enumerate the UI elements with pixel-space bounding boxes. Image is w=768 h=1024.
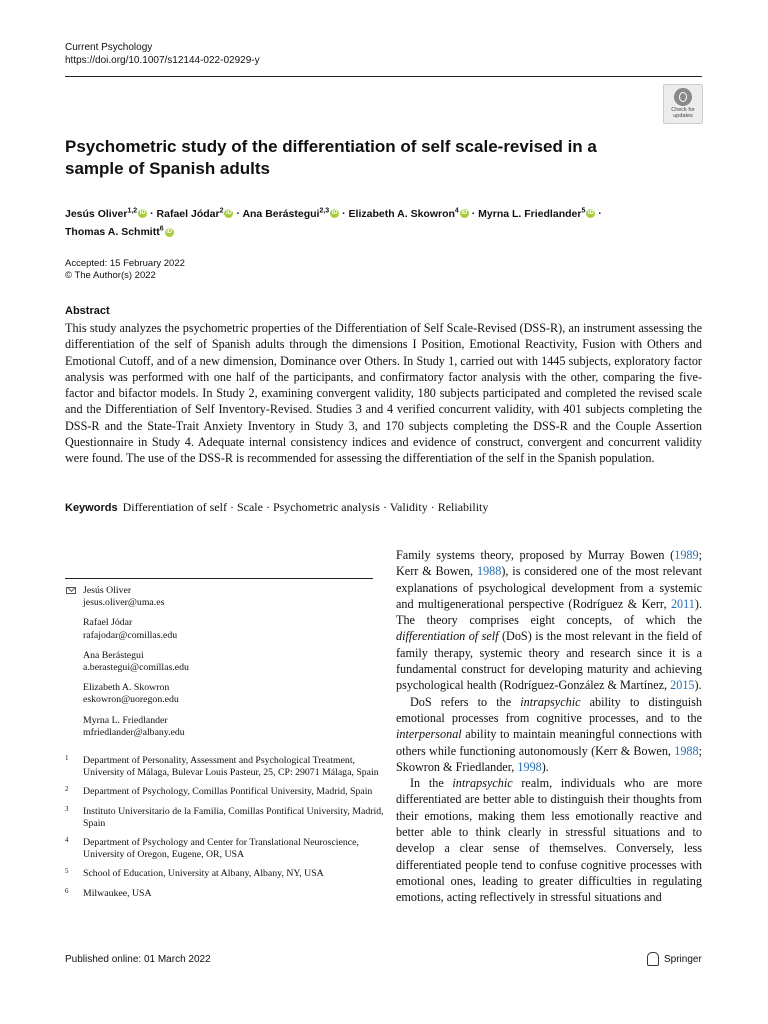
accepted-date: Accepted: 15 February 2022 — [65, 258, 185, 269]
footnote-rule — [65, 578, 373, 579]
orcid-icon[interactable]: iD — [139, 210, 146, 217]
author-list: Jesús Oliver$^{1,2}$ iD · Rafael Jódar$^2$ iD · Ana Berástegui$^{2,3}$ iD · Elizabeth A. Skowron$^4$ iD · Myrna L. Friedlander$^5$ iD · Thomas A. Schmitt$^6$ iD — [65, 207, 602, 238]
keywords-label: Keywords — [65, 502, 118, 514]
abstract-heading: Abstract — [65, 305, 110, 317]
author[interactable]: Jesús Oliver$^{1,2}$ — [65, 207, 138, 220]
check-for-updates-badge[interactable] — [663, 84, 703, 124]
affiliation: 1 Department of Personality, Assessment and Psychological Treatment, University of Málaga, Bulevar Louis Pasteur, 25, CP: 29071 Málaga, Spain — [65, 754, 379, 779]
orcid-icon[interactable]: iD — [166, 228, 173, 235]
journal-header — [65, 41, 260, 67]
contact-list — [65, 585, 385, 747]
contact-name: Elizabeth A. Skowron — [83, 682, 170, 694]
body-text — [396, 547, 702, 906]
contact-entry — [83, 715, 385, 739]
contact-entry — [83, 682, 385, 706]
contact-email[interactable]: a.berastegui@comillas.edu — [83, 662, 189, 674]
citation-link[interactable]: 2011 — [670, 596, 695, 611]
contact-email[interactable]: eskowron@uoregon.edu — [83, 694, 179, 706]
publisher-logo — [647, 952, 702, 966]
citation-link[interactable]: 1988 — [476, 564, 502, 579]
affiliation: 2 Department of Psychology, Comillas Pontifical University, Madrid, Spain — [65, 785, 373, 798]
citation-link[interactable]: 1988 — [674, 743, 699, 758]
author[interactable]: Elizabeth A. Skowron$^4$ — [348, 207, 459, 220]
contact-name: Jesús Oliver — [83, 585, 132, 596]
affiliation: 6 Milwaukee, USA — [65, 886, 152, 899]
affiliation: 3 Instituto Universitario de la Familia, Comillas Pontifical University, Madrid, Spain — [65, 804, 384, 829]
published-date: Published online: 01 March 2022 — [65, 954, 211, 965]
article-dates — [65, 258, 185, 282]
citation-link[interactable]: 1989 — [674, 548, 699, 562]
contact-entry — [83, 617, 385, 641]
contact-email[interactable]: mfriedlander@albany.edu — [83, 726, 185, 738]
check-updates-icon — [674, 88, 692, 106]
citation-link[interactable]: 1998 — [517, 759, 542, 774]
contact-email[interactable]: rafajodar@comillas.edu — [83, 629, 178, 641]
paragraph: In the intrapsychic realm, individuals who are more differentiated are better able to distinguish their thoughts from their emotions, making them less emotionally reactive and better able to think clearly in stressful situations and to develop a clear sense of themselves. Conversely, less differentiated people tend to confuse cognitive processes with emotional ones, leading to greater difficulties in regulating emotions, acting reflectively in stressful situations and — [396, 776, 702, 905]
affiliation-list — [65, 755, 385, 907]
affiliation: 4 Department of Psychology and Center for Translational Neuroscience, University of Oregon, Eugene, OR, USA — [65, 836, 359, 861]
citation-link[interactable]: 2015 — [670, 678, 695, 693]
author[interactable]: Rafael Jódar$^2$ — [156, 207, 224, 220]
paper-title: Psychometric study of the differentiation of self scale-revised in a sample of Spanish adults — [65, 137, 597, 178]
affiliation: 5 School of Education, University at Albany, Albany, NY, USA — [65, 867, 324, 880]
journal-name: Current Psychology — [65, 42, 153, 53]
abstract-text: This study analyzes the psychometric properties of the Differentiation of Self Scale-Revised (DSS-R), an instrument assessing the differentiation of the self of Spanish adults through the dimensions I Position, Emotional Reactivity, Fusion with Others and Emotional Cutoff, and of a new dimension, Dominance over Others. In Study 1, carried out with 1445 subjects, exploratory factor analysis was performed with one half of the participants, and confirmatory factor analysis with the other, comparing the five-factor and bifactor models. In Study 2, examining convergent validity, 180 subjects participated and completed the revised scale and the Differentiation of Self Inventory-Revised. Studies 3 and 4 verified concurrent validity, with 401 subjects completing the DSS-R and the State-Trait Anxiety Inventory in Study 3, and 170 subjects completing the DSS-R and the Couple Assertion Questionnaire in Study 4. Adequate internal consistency indices and evidence of construct, convergent and concurrent validity were found. The use of the DSS-R is recommended for assessing the differentiation of the self in the Spanish population. — [65, 321, 702, 466]
header-rule — [65, 76, 702, 77]
springer-horse-icon — [647, 952, 659, 966]
mail-icon — [66, 587, 76, 594]
copyright: © The Author(s) 2022 — [65, 270, 156, 281]
publisher-name: Springer — [664, 953, 702, 965]
keywords-list: Differentiation of self · Scale · Psychometric analysis · Validity · Reliability — [122, 500, 489, 514]
contact-name: Rafael Jódar — [83, 617, 133, 629]
author[interactable]: Ana Berástegui$^{2,3}$ — [242, 207, 330, 220]
contact-name: Myrna L. Friedlander — [83, 714, 168, 726]
author[interactable]: Thomas A. Schmitt$^6$ — [65, 225, 164, 238]
author[interactable]: Myrna L. Friedlander$^5$ — [478, 207, 586, 220]
contact-entry — [83, 585, 385, 609]
paragraph: Family systems theory, proposed by Murray Bowen (1989; Kerr & Bowen, 1988), is considered one of the most relevant explanations of psychological development from a systemic and multigenerational perspective (Rodríguez & Kerr, 2011). The theory comprises eight concepts, of which the differentiation of self (DoS) is the most relevant in the field of family therapy, systemic theory and research since it is a fundamental construct for developing maturity and achieving psychological health (Rodríguez-González & Martínez, 2015). — [396, 548, 702, 693]
check-updates-line1: Check for — [671, 107, 695, 113]
contact-email[interactable]: jesus.oliver@uma.es — [83, 597, 165, 609]
orcid-icon[interactable]: iD — [461, 210, 468, 217]
keywords — [65, 500, 488, 515]
paragraph: DoS refers to the intrapsychic ability to distinguish emotional processes from cognitive processes, and to the interpersonal ability to maintain meaningful connections with others while functioning autonomously (Kerr & Bowen, 1988; Skowron & Friedlander, 1998). — [396, 694, 702, 774]
orcid-icon[interactable]: iD — [225, 210, 232, 217]
orcid-icon[interactable]: iD — [331, 210, 338, 217]
contact-name: Ana Berástegui — [83, 649, 144, 661]
doi-link[interactable]: https://doi.org/10.1007/s12144-022-02929-y — [65, 55, 260, 66]
contact-entry — [83, 650, 385, 674]
check-updates-line2: updates — [673, 113, 693, 119]
orcid-icon[interactable]: iD — [587, 210, 594, 217]
